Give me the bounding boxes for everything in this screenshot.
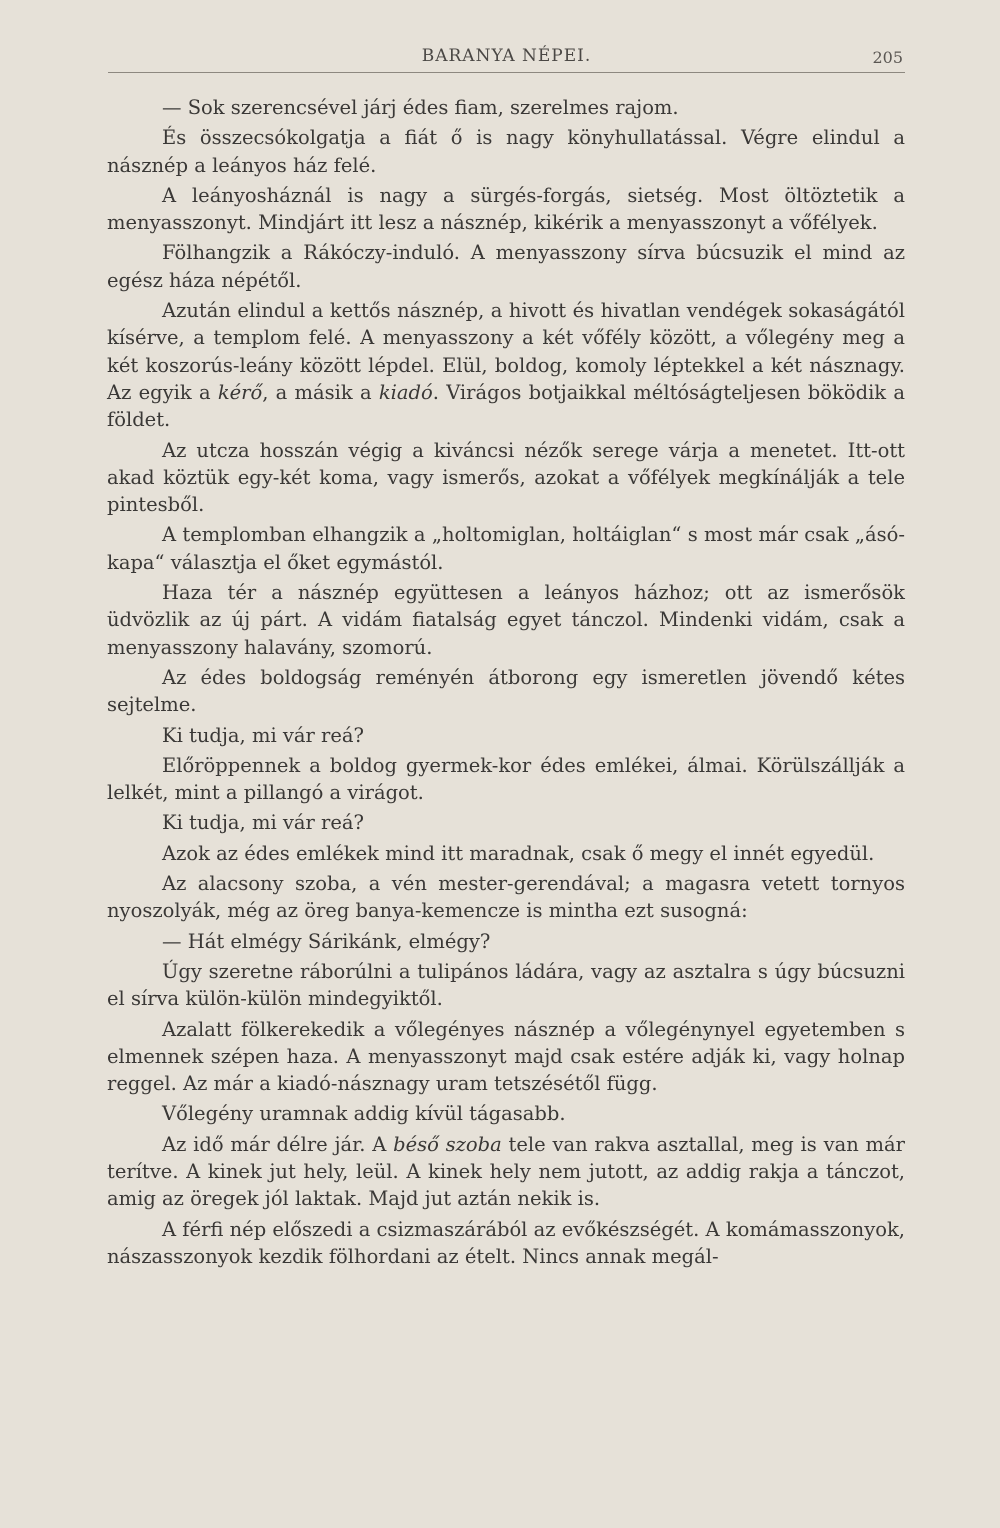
text-run: Azután elindul a kettős násznép, a hivott és hivatlan vendégek sokaságától kísérve, a templom felé. A menyasszony a két vőfély között, a vőlegény meg a két koszorús-leány között lépdel. Elül, boldog, komoly léptekkel a két násznagy. Az egyik a [107,299,905,404]
text-run: Az idő már délre jár. A [162,1132,394,1156]
paragraph: A templomban elhangzik a „holtomiglan, holtáiglan“ s most már csak „ásó-kapa“ választja el őket egymástól. [107,523,905,574]
paragraph: Ki tudja, mi vár reá? [162,811,364,835]
page-header [108,44,905,73]
paragraph: Fölhangzik a Rákóczy-induló. A menyasszony sírva búcsuzik el mind az egész háza népétől. [107,241,905,292]
paragraph: Ki tudja, mi vár reá? [162,723,364,747]
paragraph: Az alacsony szoba, a vén mester-gerendával; a magasra vetett tornyos nyoszolyák, még az öreg banya-kemencze is mintha ezt susogná: [107,872,905,923]
italic-term: béső szoba [393,1132,502,1156]
page-number: 205 [872,48,903,67]
paragraph: A leányosháznál is nagy a sürgés-forgás, sietség. Most öltöztetik a menyasszonyt. Mindjárt itt lesz a násznép, kikérik a menyasszonyt a vőfélyek. [107,183,905,235]
paragraph: Az édes boldogság reményén átborong egy ismeretlen jövendő kétes sejtelme. [107,665,905,717]
paragraph: Vőlegény uramnak addig kívül tágasabb. [162,1102,566,1126]
paragraph: A férfi nép előszedi a csizmaszárából az evőkészségét. A komámasszonyok, nászasszonyok kezdik fölhordani az ételt. Nincs annak megál- [107,1217,905,1268]
italic-term: kiadó [378,380,433,404]
running-title: BARANYA NÉPEI. [421,46,592,66]
paragraph: Előröppennek a boldog gyermek-kor édes emlékei, álmai. Körülszállják a lelkét, mint a pillangó a virágot. [107,753,905,805]
paragraph: Haza tér a násznép együttesen a leányos házhoz; ott az ismerősök üdvözlik az új párt. A vidám fiatalság egyet tánczol. Mindenki vidám, csak a menyasszony halavány, szomorú. [107,581,905,659]
paragraph: És összecsókolgatja a fiát ő is nagy könyhullatással. Végre elindul a násznép a leányos ház felé. [107,126,905,177]
paragraph: Azok az édes emlékek mind itt maradnak, csak ő megy el innét egyedül. [162,841,875,865]
paragraph: Azalatt fölkerekedik a vőlegényes násznép a vőlegénynyel egyetemben s elmennek szépen haza. A menyasszonyt majd csak estére adják ki, vagy holnap reggel. Az már a kiadó-násznagy uram tetszésétől függ. [107,1017,905,1096]
text-run: . Virágos botjaikkal méltóságteljesen böködik a földet. [107,380,905,432]
text-run: tele van rakva asztallal, meg is van már terítve. A kinek jut hely, leül. A kinek hely nem jutott, az addig rakja a tánczot, amig az öregek jól laktak. Majd jut aztán nekik is. [107,1132,905,1211]
paragraph [107,1131,905,1213]
paragraph: Úgy szeretne ráborúlni a tulipános ládára, vagy az asztalra s úgy búcsuzni el sírva külön-külön mindegyiktől. [107,959,905,1011]
paragraph: — Sok szerencsével járj édes fiam, szerelmes rajom. [162,96,679,119]
body-text [107,94,905,1273]
italic-term: kérő [217,380,263,404]
text-run: , a másik a [262,380,379,404]
paragraph: Az utcza hosszán végig a kiváncsi nézők serege várja a menetet. Itt-ott akad köztük egy-két koma, vagy ismerős, azokat a vőfélyek megkínálják a tele pintesből. [107,438,905,517]
paragraph [107,297,905,433]
paragraph: — Hát elmégy Sárikánk, elmégy? [162,929,491,953]
